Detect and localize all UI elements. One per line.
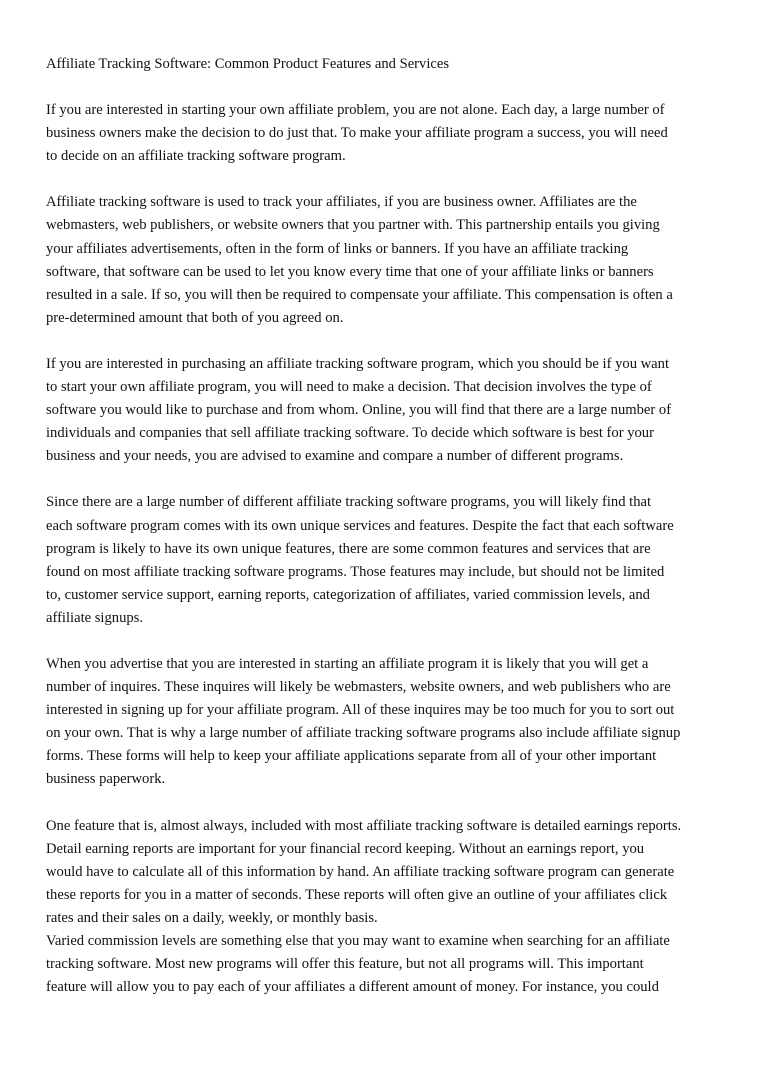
paragraph-2 xyxy=(46,191,728,330)
paragraph-line: tracking software. Most new programs will offer this feature, but not all programs will. This important xyxy=(46,956,644,973)
document-page xyxy=(46,53,728,999)
paragraph-line: When you advertise that you are interested in starting an affiliate program it is likely that you will get a xyxy=(46,655,649,672)
paragraph-line: program is likely to have its own unique features, there are some common features and services that are xyxy=(46,540,651,557)
paragraph-line: your affiliates advertisements, often in the form of links or banners. If you have an affiliate tracking xyxy=(46,240,629,257)
paragraph-line: to start your own affiliate program, you will need to make a decision. That decision involves the type of xyxy=(46,379,652,396)
paragraph-3 xyxy=(46,353,728,468)
paragraph-line: interested in signing up for your affiliate program. All of these inquires may be too much for you to sort out xyxy=(46,702,675,719)
paragraph-line: forms. These forms will help to keep your affiliate applications separate from all of your other important xyxy=(46,748,657,765)
paragraph-line: number of inquires. These inquires will likely be webmasters, website owners, and web publishers who are xyxy=(46,679,671,696)
document-title: Affiliate Tracking Software: Common Product Features and Services xyxy=(46,56,450,72)
paragraph-line: software, that software can be used to let you know every time that one of your affiliate links or banners xyxy=(46,263,654,280)
paragraph-line: these reports for you in a matter of seconds. These reports will often give an outline of your affiliates click xyxy=(46,886,668,903)
paragraph-7 xyxy=(46,930,728,999)
paragraph-line: found on most affiliate tracking software programs. Those features may include, but should not be limited xyxy=(46,563,665,580)
paragraph-4 xyxy=(46,491,728,630)
paragraph-1 xyxy=(46,99,728,168)
paragraph-line: each software program comes with its own unique services and features. Despite the fact that each software xyxy=(46,517,674,534)
paragraph-line: to, customer service support, earning reports, categorization of affiliates, varied commission levels, and xyxy=(46,586,650,603)
paragraph-line: software you would like to purchase and from whom. Online, you will find that there are a large number of xyxy=(46,402,672,419)
paragraph-5 xyxy=(46,653,728,792)
paragraph-line: If you are interested in purchasing an affiliate tracking software program, which you should be if you want xyxy=(46,355,670,372)
paragraph-line: Detail earning reports are important for your financial record keeping. Without an earnings report, you xyxy=(46,840,645,857)
paragraph-line: resulted in a sale. If so, you will then be required to compensate your affiliate. This compensation is often a xyxy=(46,286,673,303)
paragraph-line: business paperwork. xyxy=(46,771,166,788)
paragraph-line: One feature that is, almost always, included with most affiliate tracking software is detailed earnings reports. xyxy=(46,817,682,834)
paragraph-line: Affiliate tracking software is used to track your affiliates, if you are business owner. Affiliates are the xyxy=(46,194,637,211)
paragraph-line: business owners make the decision to do just that. To make your affiliate program a success, you will need xyxy=(46,125,668,142)
paragraph-line: individuals and companies that sell affiliate tracking software. To decide which software is best for your xyxy=(46,425,654,442)
paragraph-line: Varied commission levels are something else that you may want to examine when searching for an affiliate xyxy=(46,933,670,949)
paragraph-line: Since there are a large number of different affiliate tracking software programs, you will likely find that xyxy=(46,494,652,511)
paragraph-line: business and your needs, you are advised to examine and compare a number of different programs. xyxy=(46,448,624,465)
paragraph-6 xyxy=(46,815,728,930)
paragraph-line: would have to calculate all of this information by hand. An affiliate tracking software program can generate xyxy=(46,863,675,880)
paragraph-line: If you are interested in starting your own affiliate problem, you are not alone. Each day, a large number of xyxy=(46,102,665,119)
paragraph-line: on your own. That is why a large number of affiliate tracking software programs also include affiliate signup xyxy=(46,725,681,742)
paragraph-line: feature will allow you to pay each of your affiliates a different amount of money. For instance, you could xyxy=(46,979,659,996)
paragraph-line: webmasters, web publishers, or website owners that you partner with. This partnership entails you giving xyxy=(46,217,660,234)
paragraph-line: rates and their sales on a daily, weekly, or monthly basis. xyxy=(46,909,378,926)
paragraph-line: affiliate signups. xyxy=(46,609,144,626)
paragraph-line: pre-determined amount that both of you agreed on. xyxy=(46,309,344,326)
paragraph-line: to decide on an affiliate tracking software program. xyxy=(46,148,346,165)
